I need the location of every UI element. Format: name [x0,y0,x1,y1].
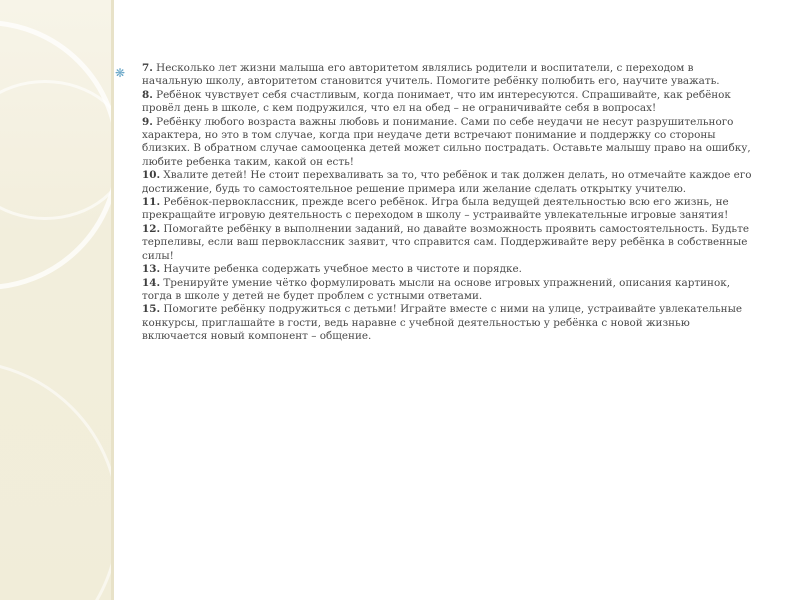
list-item [142,89,757,116]
diamond-bullet-icon: ❋ [115,66,126,80]
list-item [142,62,757,89]
item-number: 13. [142,263,161,276]
list-item [142,263,757,276]
slide-body-text [142,62,757,344]
list-item [142,223,757,263]
list-item [142,196,757,223]
list-item [142,169,757,196]
item-text: Научите ребенка содержать учебное место в чистоте и порядке. [160,263,522,276]
item-text: Хвалите детей! Не стоит перехваливать за то, что ребёнок и так должен делать, но отмечайте каждое его достижение, будь то самостоятельное решение примера или желание сделать открытку учителю. [142,169,752,195]
item-text: Помогите ребёнку подружиться с детьми! Играйте вместе с ними на улице, устраивайте увлекательные конкурсы, приглашайте в гости, ведь наравне с учебной деятельностью у ребёнка с новой жизнью включается новый компонент – общение. [142,303,743,343]
item-text: Ребёнок-первоклассник, прежде всего ребёнок. Игра была ведущей деятельностью всю его жизнь, не прекращайте игровую деятельность с переходом в школу – устраивайте увлекательные игровые занятия! [142,196,729,222]
item-number: 11. [142,196,161,209]
item-text: Ребёнок чувствует себя счастливым, когда понимает, что им интересуются. Спрашивайте, как ребёнок провёл день в школе, с кем подружился, что ел на обед – не ограничивайте себя в вопросах! [142,88,731,115]
item-number: 15. [142,303,161,316]
item-number: 14. [142,276,161,289]
decorative-arc [0,360,120,600]
item-number: 10. [142,169,161,182]
item-text: Ребёнку любого возраста важны любовь и понимание. Сами по себе неудачи не несут разрушительного характера, но это в том случае, когда при неудаче дети встречают понимание и поддержку со стороны близких. В обратном случае самооценка детей может сильно пострадать. Оставьте малышу право на ошибку, любите ребенка таким, какой он есть! [142,115,751,168]
item-text: Помогайте ребёнку в выполнении заданий, но давайте возможность проявить самостоятельность. Будьте терпеливы, если ваш первоклассник заявит, что справится сам. Поддерживайте веру ребёнка в собственные силы! [142,222,749,262]
item-number: 8. [142,88,153,101]
item-text: Несколько лет жизни малыша его авторитетом являлись родители и воспитатели, с переходом в начальную школу, авторитетом становится учитель. Помогите ребёнку полюбить его, научите уважать. [142,62,720,88]
item-text: Тренируйте умение чётко формулировать мысли на основе игровых упражнений, описания картинок, тогда в школе у детей не будет проблем с устными ответами. [142,276,731,302]
list-item [142,116,757,170]
list-item [142,303,757,343]
panel-divider [111,0,114,600]
list-item [142,277,757,304]
decorative-side-panel [0,0,112,600]
item-number: 9. [142,115,153,128]
item-number: 12. [142,222,161,235]
item-number: 7. [142,62,153,74]
